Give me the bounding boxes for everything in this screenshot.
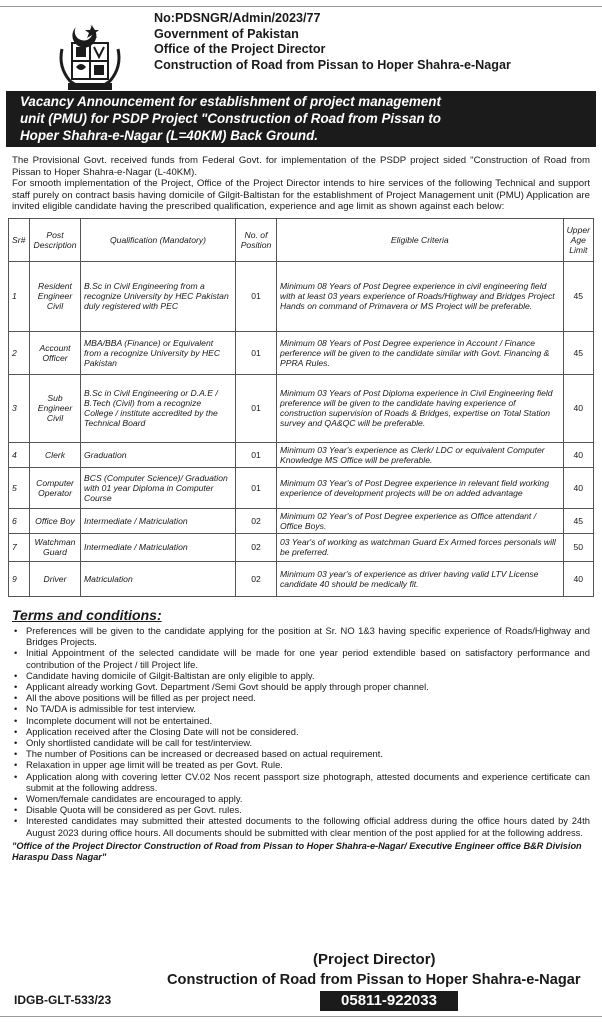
terms-item: • Candidate having domicile of Gilgit-Baltistan are only eligible to apply. [12,670,590,681]
cell-criteria: Minimum 02 Year's of Post Degree experience as Office attendant / Office Boys. [277,508,564,533]
table-row [9,508,594,533]
cell-sr: 3 [9,374,30,442]
ad-id: IDGB-GLT-533/23 [14,993,112,1007]
cell-positions: 01 [236,374,277,442]
terms-item: • Applicant already working Govt. Department /Semi Govt should be apply through proper channel. [12,681,590,692]
cell-positions: 02 [236,561,277,596]
cell-sr: 4 [9,442,30,467]
header-age: Upper Age Limit [563,218,593,261]
terms-item: • No TA/DA is admissible for test interview. [12,703,590,714]
cell-positions: 01 [236,331,277,374]
signatory-title: (Project Director) [313,951,436,968]
state-emblem-icon [48,19,132,93]
cell-age: 45 [563,261,593,331]
top-rule [0,0,602,7]
header-text [154,11,511,73]
table-row [9,442,594,467]
cell-criteria: Minimum 03 Year's experience as Clerk/ LDC or equivalent Computer Knowledge MS Office will be preferable. [277,442,564,467]
cell-age: 40 [563,442,593,467]
header-sr: Sr# [9,218,30,261]
cell-qualification: Graduation [81,442,236,467]
intro-paragraph: The Provisional Govt. received funds from Federal Govt. for implementation of the PSDP project sided "Construction of Road from Pissan to Hoper Shahra-e-Nagar (L-40KM). [12,155,590,178]
phone-number: 05811-922033 [320,991,458,1011]
terms-item: • Application along with covering letter CV.02 Nos recent passport size photograph, attested documents and experience certificate can submit at the following address. [12,771,590,793]
header-qualification: Qualification (Mandatory) [81,218,236,261]
cell-qualification: MBA/BBA (Finance) or Equivalent from a recognize University by HEC Pakistan [81,331,236,374]
office-name: Office of the Project Director [154,42,326,57]
cell-positions: 01 [236,467,277,508]
cell-positions: 01 [236,442,277,467]
cell-post: Account Officer [30,331,81,374]
cell-sr: 9 [9,561,30,596]
bottom-rule [0,1016,602,1017]
cell-post: Clerk [30,442,81,467]
government-name: Government of Pakistan [154,26,299,41]
cell-age: 45 [563,508,593,533]
intro-text [8,155,594,213]
cell-criteria: Minimum 03 year's of experience as driver having valid LTV License candidate 40 should be medically fit. [277,561,564,596]
terms-item: • The number of Positions can be increased or decreased based on actual requirement. [12,748,590,759]
footer [0,991,602,1013]
cell-sr: 1 [9,261,30,331]
vacancy-banner [6,91,596,147]
cell-positions: 02 [236,533,277,561]
terms-item: • All the above positions will be filled as per project need. [12,692,590,703]
cell-criteria: 03 Year's of working as watchman Guard Ex Armed forces personals will be preferred. [277,533,564,561]
cell-criteria: Minimum 03 Years of Post Diploma experience in Civil Engineering field preference will be given to the candidate having experience of construction supervision of Roads & Bridges, expertise on Total Station survey and QA&QC will be preferable. [277,374,564,442]
table-row [9,331,594,374]
cell-qualification: Intermediate / Matriculation [81,508,236,533]
table-row [9,533,594,561]
cell-criteria: Minimum 08 Years of Post Degree experience in Account / Finance perference will be given to the candidate similar with Govt. Financing & PPRA Rules. [277,331,564,374]
table-row [9,374,594,442]
signatory-project: Construction of Road from Pissan to Hoper Shahra-e-Nagar [167,972,581,988]
table-row [9,261,594,331]
cell-post: Computer Operator [30,467,81,508]
cell-sr: 6 [9,508,30,533]
banner-line: unit (PMU) for PSDP Project "Construction of Road from Pissan to [20,111,441,126]
banner-line: Vacancy Announcement for establishment of project management [20,94,441,109]
reference-number: No:PDSNGR/Admin/2023/77 [154,11,321,25]
cell-post: Office Boy [30,508,81,533]
terms-item: • Women/female candidates are encouraged to apply. [12,793,590,804]
terms-list [8,625,594,838]
terms-item: • Disable Quota will be considered as per Govt. rules. [12,804,590,815]
terms-item: • Incomplete document will not be entertained. [12,715,590,726]
cell-age: 45 [563,331,593,374]
cell-age: 40 [563,467,593,508]
cell-age: 50 [563,533,593,561]
cell-post: Resident Engineer Civil [30,261,81,331]
cell-sr: 5 [9,467,30,508]
cell-qualification: B.Sc in Civil Engineering or D.A.E / B.Tech (Civil) from a recognize College / institute accredited by the Technical Board [81,374,236,442]
header-criteria: Eligible Criteria [277,218,564,261]
cell-positions: 01 [236,261,277,331]
cell-age: 40 [563,374,593,442]
intro-paragraph: For smooth implementation of the Project, Office of the Project Director intends to hire services of the following Technical and support staff purely on contract basis having domicile of Gilgit-Baltistan for the establishment of Project Management unit (PMU) Application are invited eligible candidate having the prescribed qualification, experience and age limit as shown against each below: [12,178,590,213]
header-post: Post Description [30,218,81,261]
cell-qualification: Matriculation [81,561,236,596]
terms-item: • Application received after the Closing Date will not be considered. [12,726,590,737]
cell-positions: 02 [236,508,277,533]
cell-post: Watchman Guard [30,533,81,561]
cell-sr: 7 [9,533,30,561]
terms-title: Terms and conditions: [12,606,162,623]
office-address: "Office of the Project Director Construction of Road from Pissan to Hoper Shahra-e-Nagar/ Executive Engineer office B&R Division Haraspu Dass Nagar" [12,840,582,862]
cell-criteria: Minimum 08 Years of Post Degree experience in civil engineering field with at least 03 years experience of Roads/Highway and Bridges Project Hands on command of Primavera or MS Project will be preferable. [277,261,564,331]
header-positions: No. of Position [236,218,277,261]
terms-item: • Relaxation in upper age limit will be treated as per Govt. Rule. [12,759,590,770]
terms-item: • Interested candidates may submitted their attested documents to the following official address during the office hours dated by 24th August 2023 during office hours. All documents should be submitted with clear mention of the post applied for at the following address. [12,815,590,837]
banner-line: Hoper Shahra-e-Nagar (L=40KM) Back Ground. [20,128,319,143]
project-name: Construction of Road from Pissan to Hoper Shahra-e-Nagar [154,57,511,72]
header [8,7,594,91]
cell-qualification: BCS (Computer Science)/ Graduation with 01 year Diploma in Computer Course [81,467,236,508]
terms-item: • Only shortlisted candidate will be call for test/interview. [12,737,590,748]
table-header-row [9,218,594,261]
cell-post: Driver [30,561,81,596]
table-row [9,467,594,508]
cell-post: Sub Engineer Civil [30,374,81,442]
cell-age: 40 [563,561,593,596]
cell-qualification: Intermediate / Matriculation [81,533,236,561]
table-row [9,561,594,596]
cell-criteria: Minimum 03 Year's of Post Degree experience in relevant field working experience of development projects will be on added advantage [277,467,564,508]
terms-item: • Preferences will be given to the candidate applying for the position at Sr. NO 1&3 having specific experience of Roads/Highway and Bridges Projects. [12,625,590,647]
cell-qualification: B.Sc in Civil Engineering from a recognize University by HEC Pakistan duly registered with PEC [81,261,236,331]
vacancy-table [8,218,594,597]
cell-sr: 2 [9,331,30,374]
terms-item: • Initial Appointment of the selected candidate will be made for one year period extendible based on satisfactory performance and contribution of the Project / till Project life. [12,647,590,669]
